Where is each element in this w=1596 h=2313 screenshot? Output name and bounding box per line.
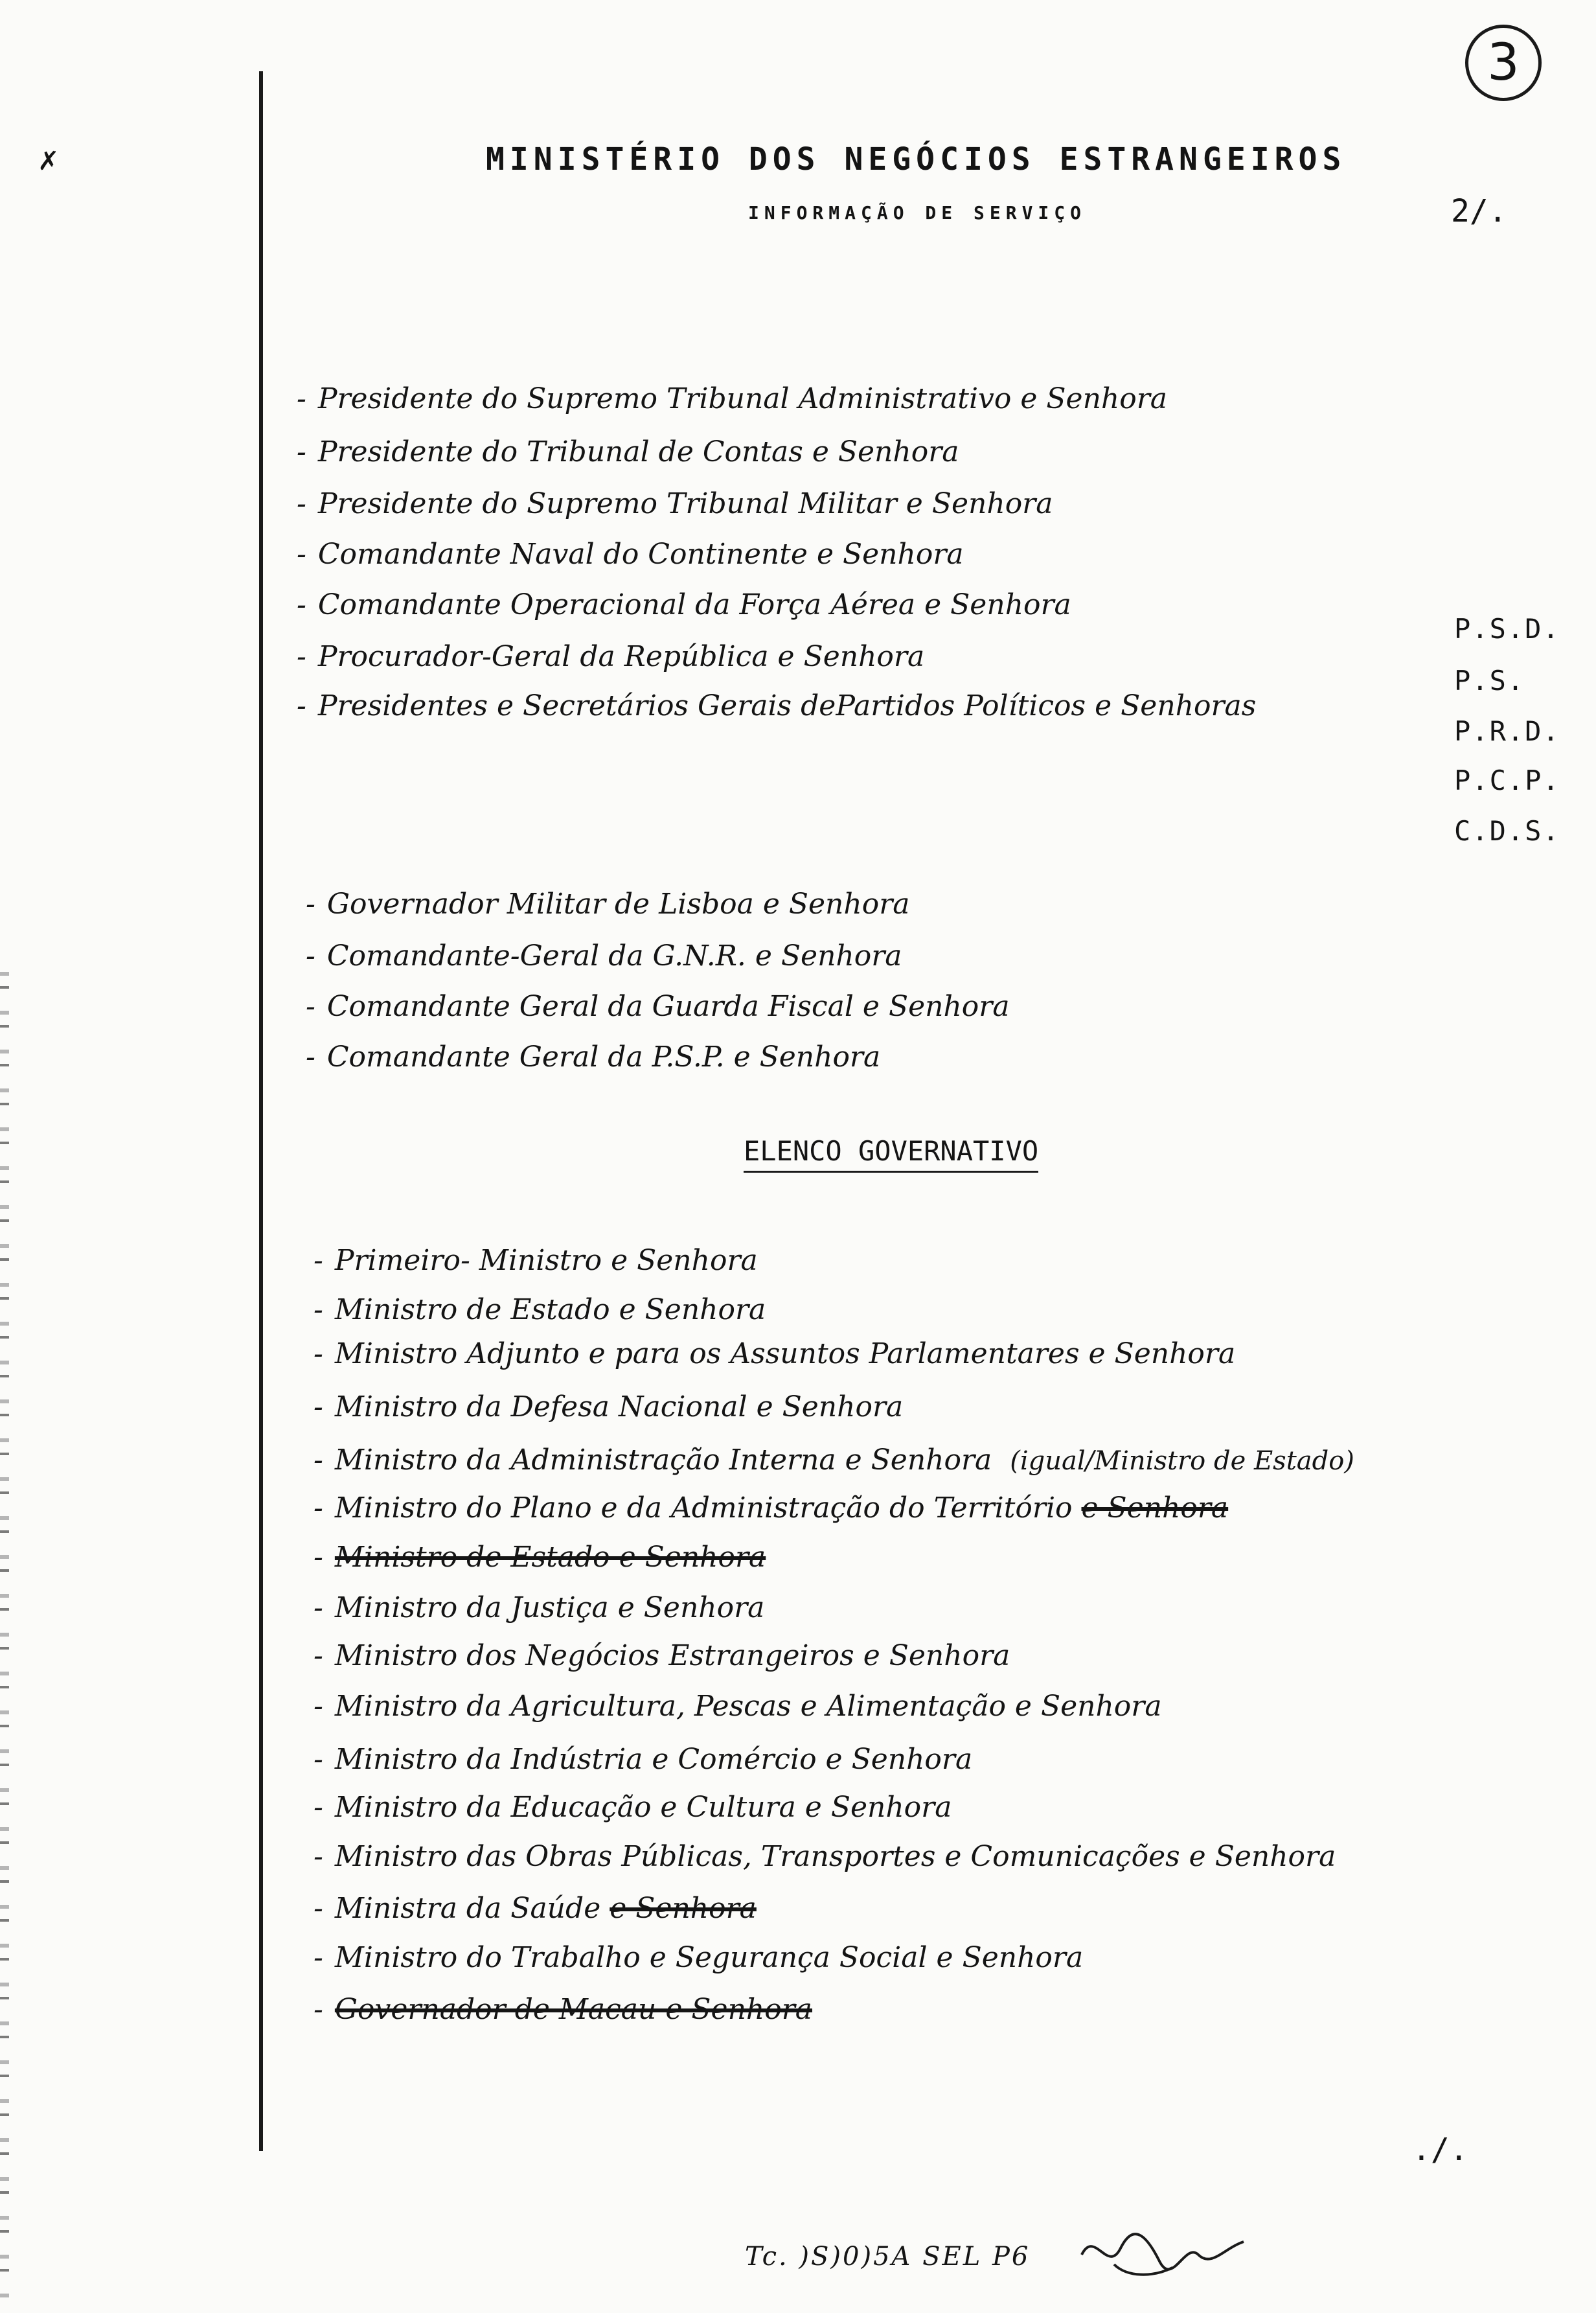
margin-rule xyxy=(259,71,263,2151)
section-title: ELENCO GOVERNATIVO xyxy=(744,1135,1038,1173)
party-label: P.S. xyxy=(1454,665,1525,696)
list-item: - Ministro da Defesa Nacional e Senhora xyxy=(314,1390,904,1423)
list-item: - Presidente do Tribunal de Contas e Senhora xyxy=(297,435,959,468)
service-subtitle: INFORMAÇÃO DE SERVIÇO xyxy=(748,202,1087,224)
list-item: - Ministro dos Negócios Estrangeiros e Senhora xyxy=(314,1639,1010,1672)
party-label: P.S.D. xyxy=(1454,613,1560,645)
list-item: - Ministro do Plano e da Administração do Território e Senhora xyxy=(314,1491,1229,1525)
page-number: 3 xyxy=(1465,25,1542,101)
list-item: - Ministro da Justiça e Senhora xyxy=(314,1591,765,1624)
margin-mark: ✗ xyxy=(38,146,60,176)
list-item: - Ministro de Estado e Senhora xyxy=(314,1293,766,1326)
party-label: P.C.P. xyxy=(1454,765,1560,796)
handwritten-note: (igual/Ministro de Estado) xyxy=(1010,1446,1354,1476)
struck-text: e Senhora xyxy=(610,1892,757,1925)
footer-reference: Tc. )S)0)5A SEL P6 xyxy=(745,2242,1031,2272)
list-item: - Presidente do Supremo Tribunal Administrativo e Senhora xyxy=(297,382,1168,415)
list-item: - Ministro das Obras Públicas, Transportes e Comunicações e Senhora xyxy=(314,1840,1336,1873)
ministry-title: MINISTÉRIO DOS NEGÓCIOS ESTRANGEIROS xyxy=(486,141,1347,178)
struck-text: e Senhora xyxy=(1081,1491,1229,1525)
list-item: - Governador Militar de Lisboa e Senhora xyxy=(306,888,910,921)
party-label: P.R.D. xyxy=(1454,715,1560,747)
signature-scribble xyxy=(1075,2216,1270,2287)
list-item: - Procurador-Geral da República e Senhora xyxy=(297,640,925,673)
list-item: - Ministro Adjunto e para os Assuntos Parlamentares e Senhora xyxy=(314,1337,1236,1370)
list-item: - Comandante Operacional da Força Aérea e Senhora xyxy=(297,588,1071,621)
list-item: - Ministro do Trabalho e Segurança Social e Senhora xyxy=(314,1941,1084,1974)
list-item: - Comandante-Geral da G.N.R. e Senhora xyxy=(306,939,902,972)
list-item: - Ministro da Agricultura, Pescas e Alimentação e Senhora xyxy=(314,1690,1162,1723)
scan-edge xyxy=(0,972,9,2307)
list-item-struck: - Governador de Macau e Senhora xyxy=(314,1993,813,2026)
list-item: - Presidentes e Secretários Gerais dePartidos Políticos e Senhoras xyxy=(297,689,1257,722)
party-label: C.D.S. xyxy=(1454,815,1560,847)
continuation-mark: ./. xyxy=(1412,2132,1468,2168)
list-item: - Comandante Geral da P.S.P. e Senhora xyxy=(306,1041,881,1074)
list-item: - Ministro da Administração Interna e Senhora (igual/Ministro de Estado) xyxy=(314,1444,1354,1477)
list-item-struck: - Ministro de Estado e Senhora xyxy=(314,1541,766,1574)
page-reference: 2/. xyxy=(1451,193,1507,229)
list-item: - Ministra da Saúde e Senhora xyxy=(314,1892,757,1925)
list-item: - Presidente do Supremo Tribunal Militar e Senhora xyxy=(297,487,1053,520)
list-item: - Comandante Naval do Continente e Senhora xyxy=(297,538,964,571)
list-item: - Ministro da Educação e Cultura e Senhora xyxy=(314,1791,952,1824)
list-item: - Ministro da Indústria e Comércio e Senhora xyxy=(314,1743,973,1776)
list-item: - Comandante Geral da Guarda Fiscal e Senhora xyxy=(306,990,1010,1023)
list-item: - Primeiro- Ministro e Senhora xyxy=(314,1244,758,1277)
